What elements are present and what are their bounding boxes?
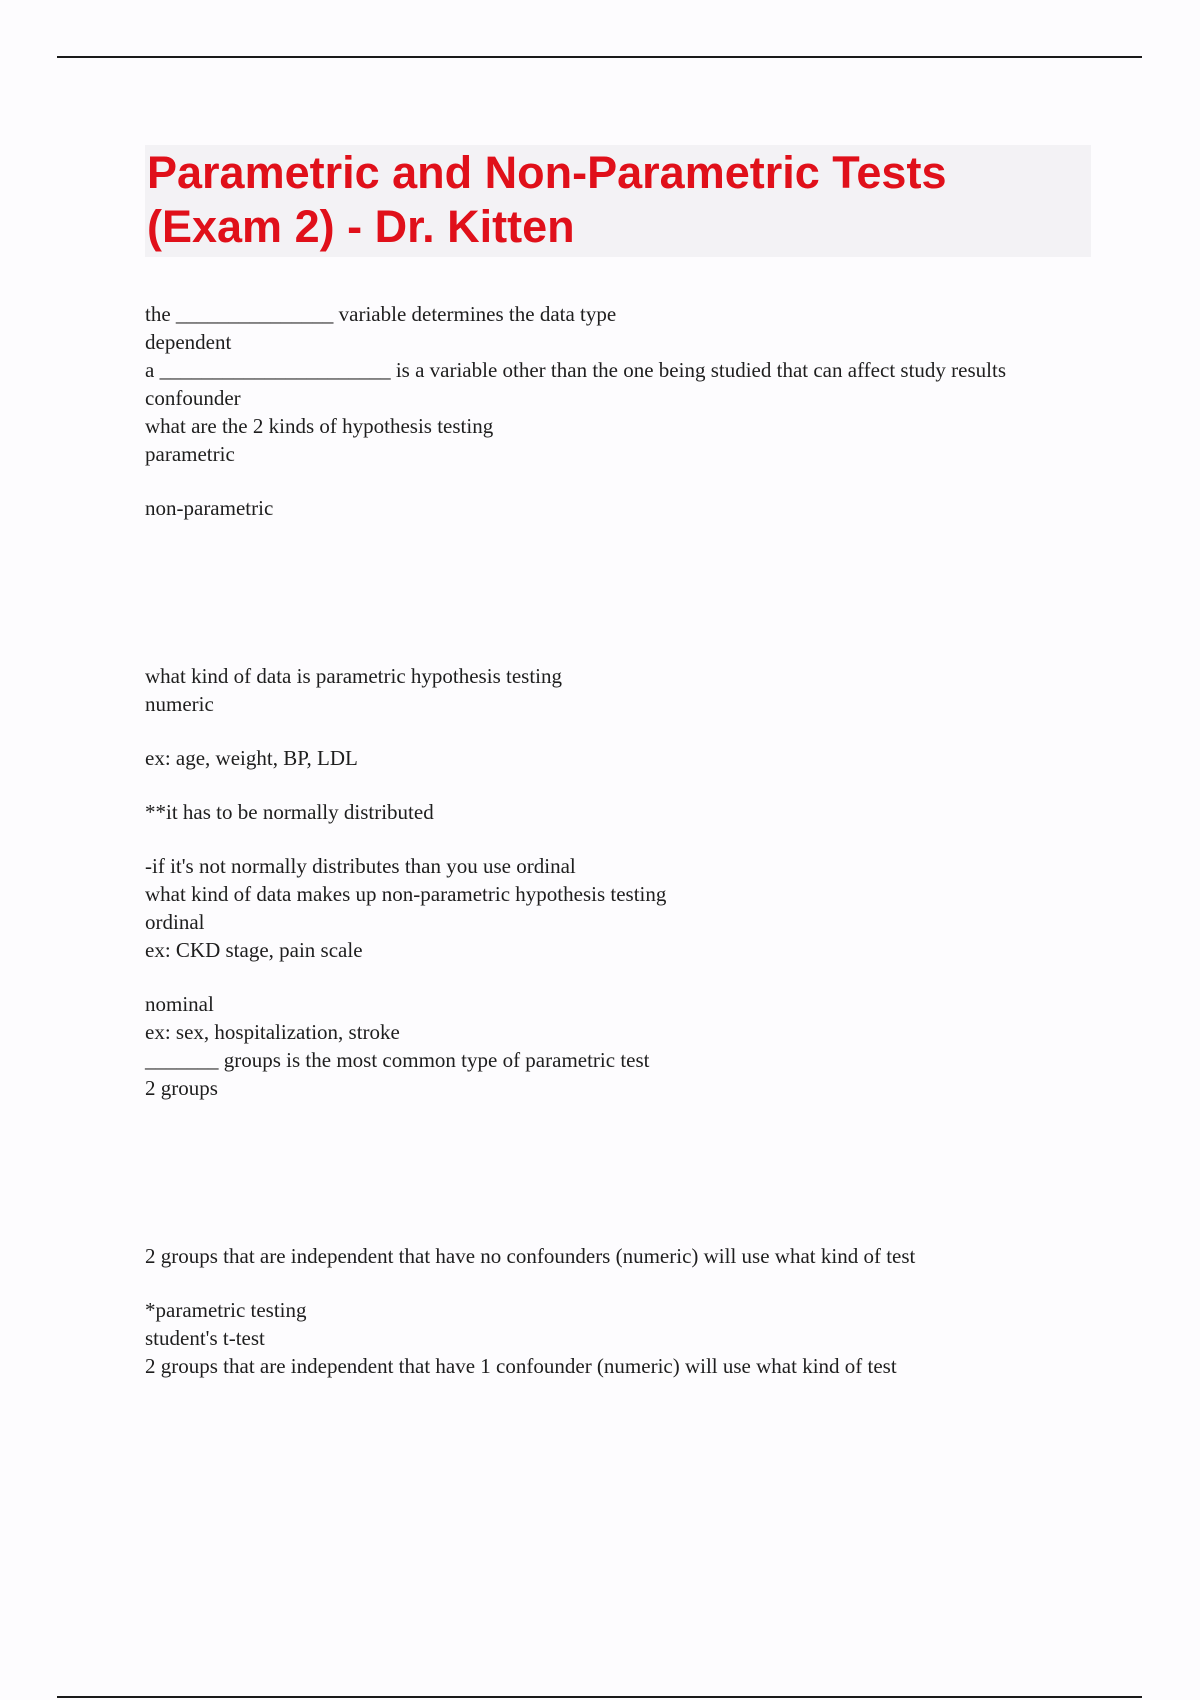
answer-text: 2 groups	[145, 1076, 218, 1100]
question-text: _______ groups is the most common type of parametric test	[145, 1048, 650, 1072]
answer-text: -if it's not normally distributes than you use ordinal	[145, 854, 576, 878]
question-text: 2 groups that are independent that have no confounders (numeric) will use what kind of test	[145, 1244, 916, 1268]
bottom-rule	[57, 1696, 1142, 1698]
spacer	[145, 826, 1075, 852]
document-title: Parametric and Non-Parametric Tests (Exam 2) - Dr. Kitten	[147, 147, 947, 252]
answer-text: **it has to be normally distributed	[145, 800, 434, 824]
answer-text: ordinal	[145, 910, 205, 934]
question-text: a ______________________ is a variable other than the one being studied that can affect study results	[145, 358, 1006, 382]
question-text: what kind of data makes up non-parametric hypothesis testing	[145, 882, 667, 906]
spacer	[145, 468, 1075, 494]
spacer	[145, 1102, 1075, 1242]
spacer	[145, 964, 1075, 990]
answer-text: nominal	[145, 992, 214, 1016]
question-text: the _______________ variable determines the data type	[145, 302, 617, 326]
answer-text: numeric	[145, 692, 214, 716]
answer-text: dependent	[145, 330, 232, 354]
answer-text: confounder	[145, 386, 241, 410]
answer-text: ex: CKD stage, pain scale	[145, 938, 363, 962]
question-text: 2 groups that are independent that have 1 confounder (numeric) will use what kind of test	[145, 1354, 897, 1378]
spacer	[145, 718, 1075, 744]
answer-text: non-parametric	[145, 496, 274, 520]
top-rule	[57, 56, 1142, 58]
answer-text: student's t-test	[145, 1326, 265, 1350]
answer-text: *parametric testing	[145, 1298, 307, 1322]
answer-text: ex: age, weight, BP, LDL	[145, 746, 358, 770]
question-text: what kind of data is parametric hypothesis testing	[145, 664, 562, 688]
question-text: what are the 2 kinds of hypothesis testing	[145, 414, 494, 438]
spacer	[145, 522, 1075, 662]
flashcard-content	[145, 300, 1075, 1380]
answer-text: ex: sex, hospitalization, stroke	[145, 1020, 400, 1044]
spacer	[145, 772, 1075, 798]
spacer	[145, 1270, 1075, 1296]
answer-text: parametric	[145, 442, 235, 466]
